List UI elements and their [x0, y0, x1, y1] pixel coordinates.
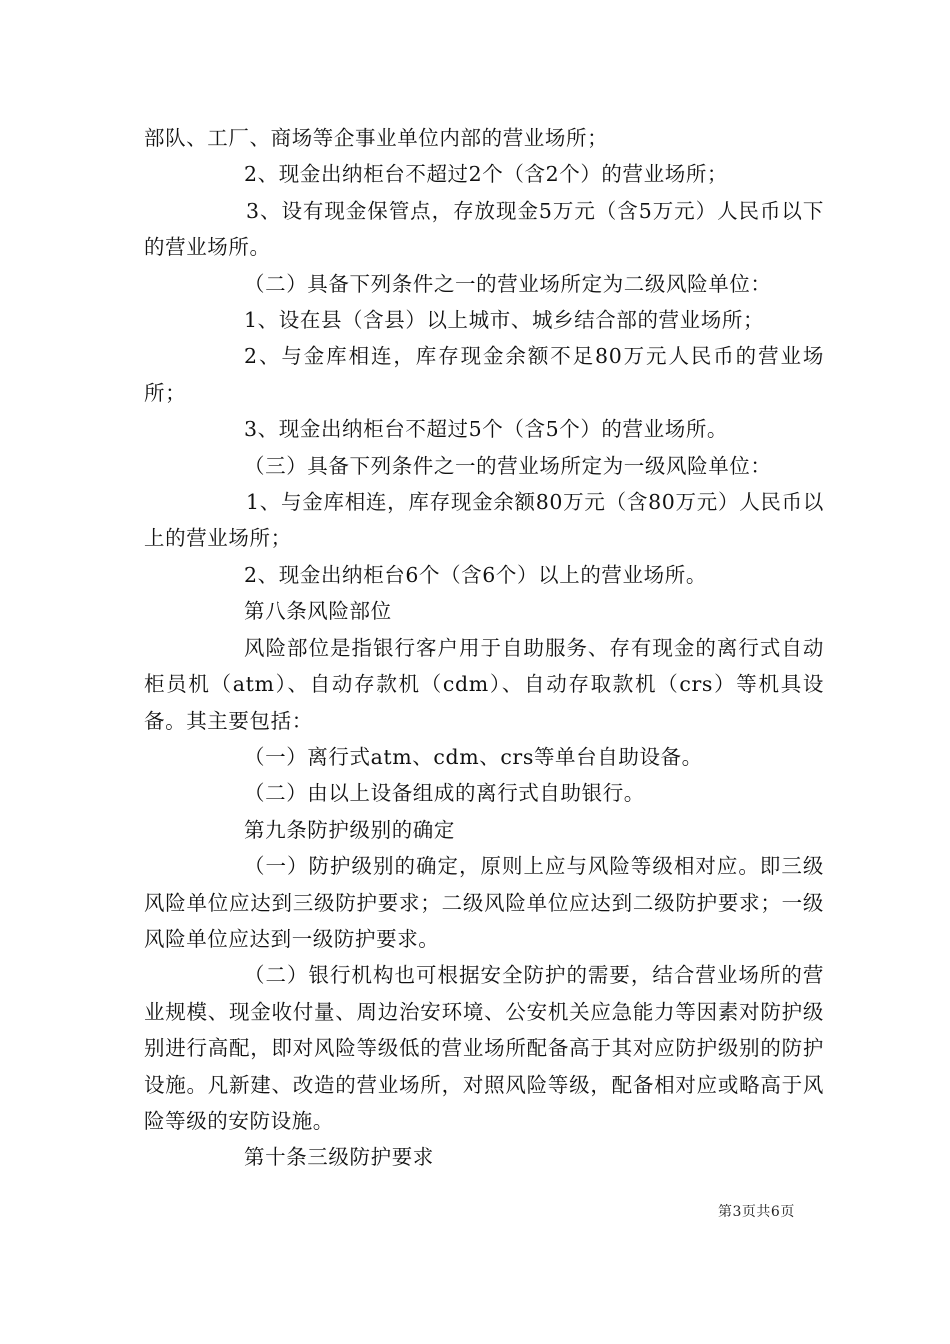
paragraph: 部队、工厂、商场等企事业单位内部的营业场所；: [144, 126, 609, 150]
paragraph: （二）银行机构也可根据安全防护的需要，结合营业场所的营业规模、现金收付量、周边治安环境、公安机关应急能力等因素对防护级别进行高配，即对风险等级低的营业场所配备高于其对应防护级别的防护设施。凡新建、改造的营业场所，对照风险等级，配备相对应或略高于风险等级的安防设施。: [144, 963, 824, 1133]
paragraph: 3、现金出纳柜台不超过5个（含5个）的营业场所。: [244, 417, 729, 442]
paragraph: （一）离行式atm、cdm、crs等单台自助设备。: [244, 744, 703, 769]
paragraph: 2、与金库相连，库存现金余额不足80万元人民币的营业场所；: [144, 344, 824, 405]
paragraph: （一）防护级别的确定，原则上应与风险等级相对应。即三级风险单位应达到三级防护要求；二级风险单位应达到二级防护要求；一级风险单位应达到一级防护要求。: [144, 854, 824, 951]
body-text: [144, 120, 824, 1176]
section-heading: 第九条防护级别的确定: [244, 817, 455, 842]
page-number: 第3页共6页: [718, 1204, 795, 1220]
paragraph: （二）具备下列条件之一的营业场所定为二级风险单位：: [244, 271, 772, 296]
paragraph: 风险部位是指银行客户用于自助服务、存有现金的离行式自动柜员机（atm）、自动存款机（cdm）、自动存取款机（crs）等机具设备。其主要包括：: [144, 635, 824, 733]
paragraph: 1、设在县（含县）以上城市、城乡结合部的营业场所；: [244, 308, 765, 333]
section-heading: 第八条风险部位: [244, 599, 392, 624]
section-heading: 第十条三级防护要求: [244, 1145, 434, 1170]
paragraph: 2、现金出纳柜台不超过2个（含2个）的营业场所；: [244, 162, 729, 187]
paragraph: 2、现金出纳柜台6个（含6个）以上的营业场所。: [244, 562, 707, 587]
paragraph: 3、设有现金保管点，存放现金5万元（含5万元）人民币以下的营业场所。: [144, 198, 824, 260]
paragraph: （三）具备下列条件之一的营业场所定为一级风险单位：: [244, 453, 772, 478]
paragraph: 1、与金库相连，库存现金余额80万元（含80万元）人民币以上的营业场所；: [144, 490, 824, 551]
paragraph: （二）由以上设备组成的离行式自助银行。: [244, 781, 645, 806]
